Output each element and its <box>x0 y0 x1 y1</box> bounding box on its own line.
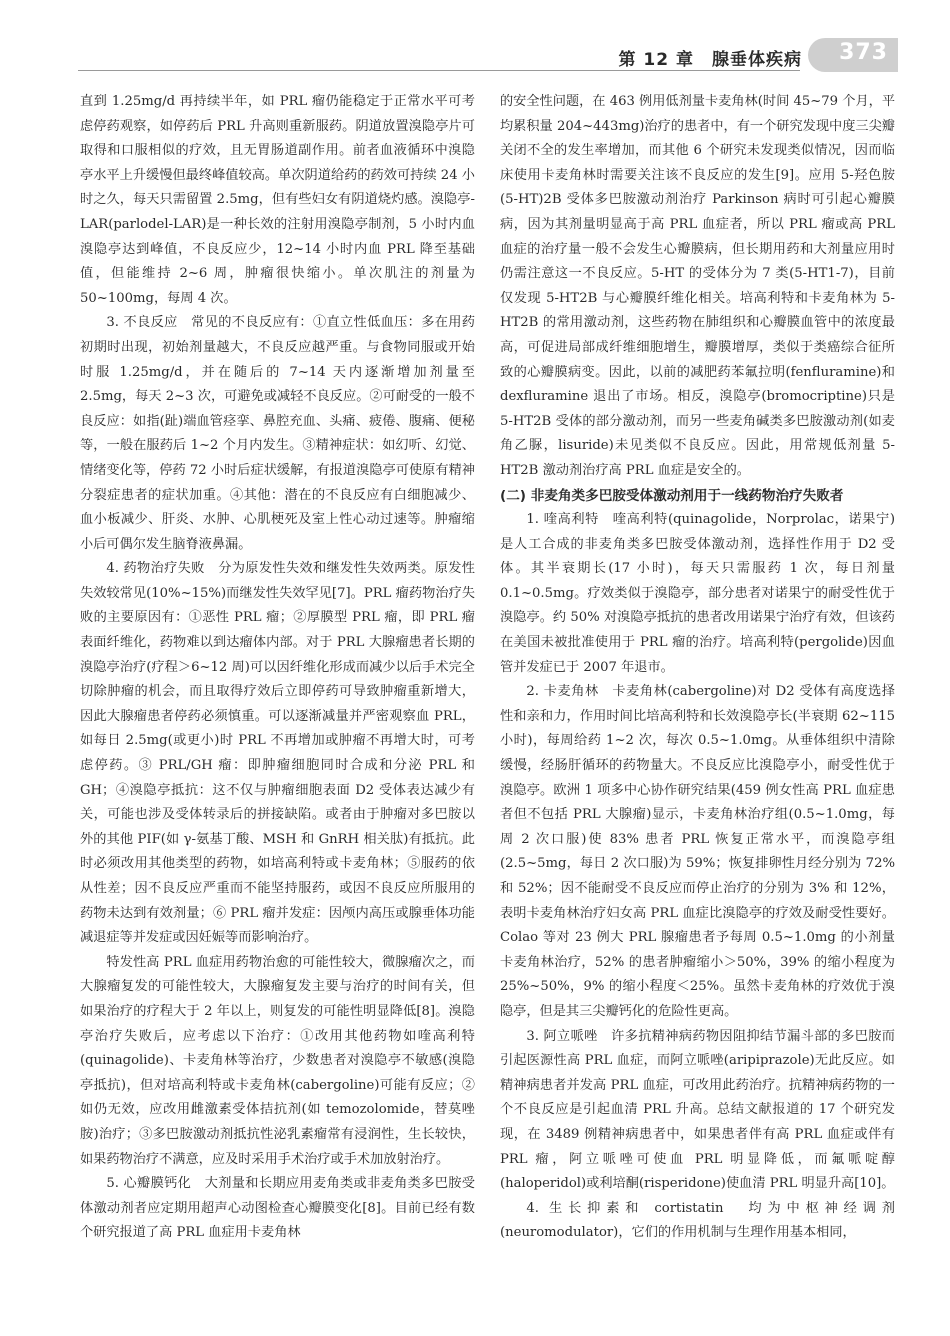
header-divider <box>78 70 800 71</box>
paragraph: 4. 生长抑素和 cortistatin 均为中枢神经调剂(neuromodulator)，它们的作用机制与生理作用基本相同， <box>500 1200 895 1241</box>
section-heading: (二) 非麦角类多巴胺受体激动剂用于一线药物治疗失败者 <box>500 487 844 504</box>
paragraph: 直到 1.25mg/d 再持续半年，如 PRL 瘤仍能稳定于正常水平可考虑停药观察，如停药后 PRL 升高则重新服药。阴道放置溴隐亭片可取得和口服相似的疗效，且无胃肠道副作用。前者血液循环中溴隐亭水平上升缓慢但最终峰值较高。单次阴道给药的药效可持续 24 小时之久，每天只需留置 2.5mg，但有些妇女有阴道烧灼感。溴隐亭-LAR(parlodel-LAR)是一种长效的注射用溴隐亭制剂，5 小时内血溴隐亭达到峰值，不良反应少，12~14 小时内血 PRL 降至基础值，但能维持 2~6 周，肿瘤很快缩小。单次肌注的剂量为 50~100mg，每周 4 次。 <box>80 94 475 306</box>
left-column <box>80 90 475 1246</box>
paragraph: 2. 卡麦角林 卡麦角林(cabergoline)对 D2 受体有高度选择性和亲和力，作用时间比培高利特和长效溴隐亭长(半衰期 62~115 小时)，每周给药 1~2 次，每次 0.5~1.0mg。从垂体组织中清除缓慢，经肠肝循环的药物量大。不良反应比溴隐亭小，耐受性优于溴隐亭。欧洲 1 项多中心协作研究结果(459 例女性高 PRL 血症患者但不包括 PRL 大腺瘤)显示，卡麦角林治疗组(0.5~1.0mg，每周 2 次口服)使 83% 患者 PRL 恢复正常水平，而溴隐亭组(2.5~5mg，每日 2 次口服)为 59%；恢复排卵性月经分别为 72% 和 52%；因不能耐受不良反应而停止治疗的分别为 3% 和 12%，表明卡麦角林治疗妇女高 PRL 血症比溴隐亭的疗效及耐受性要好。Colao 等对 23 例大 PRL 腺瘤患者予每周 0.5~1.0mg 的小剂量卡麦角林治疗，52% 的患者肿瘤缩小＞50%，39% 的缩小程度为 25%~50%，9% 的缩小程度＜25%。虽然卡麦角林的疗效优于溴隐亭，但是其三尖瓣钙化的危险性更高。 <box>500 684 895 1019</box>
paragraph: 3. 阿立哌唑 许多抗精神病药物因阻抑结节漏斗部的多巴胺而引起医源性高 PRL 血症，而阿立哌唑(aripiprazole)无此反应。如精神病患者并发高 PRL 血症，可改用此药治疗。抗精神病药物的一个不良反应是引起血清 PRL 升高。总结文献报道的 17 个研究发现，在 3489 例精神病患者中，如果患者伴有高 PRL 血症或伴有 PRL 瘤，阿立哌唑可使血 PRL 明显降低，而氟哌啶醇(haloperidol)或利培酮(risperidone)使血清 PRL 明显升高[10]。 <box>500 1028 895 1192</box>
paragraph: 3. 不良反应 常见的不良反应有：①直立性低血压：多在用药初期时出现，初始剂量越大，不良反应越严重。与食物同服或开始时服 1.25mg/d，并在随后的 7~14 天内逐渐增加剂量至 2.5mg，每天 2~3 次，可避免或减轻不良反应。②可耐受的一般不良反应：如指(趾)端血管痉挛、鼻腔充血、头痛、疲倦、腹痛、便秘等，一般在服药后 1~2 个月内发生。③精神症状：如幻听、幻觉、情绪变化等，停药 72 小时后症状缓解，有报道溴隐亭可使原有精神分裂症患者的症状加重。④其他：潜在的不良反应有白细胞减少、血小板减少、肝炎、水肿、心肌梗死及室上性心动过速等。肿瘤缩小后可偶尔发生脑脊液鼻漏。 <box>80 315 475 552</box>
paragraph: 4. 药物治疗失败 分为原发性失效和继发性失效两类。原发性失效较常见(10%~15%)而继发性失效罕见[7]。PRL 瘤药物治疗失败的主要原因有：①恶性 PRL 瘤；②厚膜型 PRL 瘤，即 PRL 瘤表面纤维化，药物难以到达瘤体内部。对于 PRL 大腺瘤患者长期的溴隐亭治疗(疗程＞6~12 周)可以因纤维化形成而减少以后手术完全切除肿瘤的机会，而且取得疗效后立即停药可导致肿瘤重新增大，因此大腺瘤患者停药必须慎重。可以逐渐减量并严密观察血 PRL，如每日 2.5mg(或更小)时 PRL 不再增加或肿瘤不再增大时，可考虑停药。③ PRL/GH 瘤：即肿瘤细胞同时合成和分泌 PRL 和 GH；④溴隐亭抵抗：这不仅与肿瘤细胞表面 D2 受体表达减少有关，可能也涉及受体转录后的拼接缺陷。或者由于肿瘤对多巴胺以外的其他 PIF(如 γ-氨基丁酸、MSH 和 GnRH 相关肽)有抵抗。此时必须改用其他类型的药物，如培高利特或卡麦角林；⑤服药的依从性差；因不良反应严重而不能坚持服药，或因不良反应所服用的药物未达到有效剂量；⑥ PRL 瘤并发症：因颅内高压或腺垂体功能减退症等并发症或因妊娠等而影响治疗。 <box>80 561 475 946</box>
paragraph: 特发性高 PRL 血症用药物治愈的可能性较大，微腺瘤次之，而大腺瘤复发的可能性较大，大腺瘤复发主要与治疗的时间有关，但如果治疗的疗程大于 2 年以上，则复发的可能性明显降低[8]。溴隐亭治疗失败后，应考虑以下治疗：①改用其他药物如喹高利特(quinagolide)、卡麦角林等治疗，少数患者对溴隐亭不敏感(溴隐亭抵抗)，但对培高利特或卡麦角林(cabergoline)可能有反应；②如仍无效，应改用雌激素受体拮抗剂(如 temozolomide，替莫唑胺)治疗；③多巴胺激动剂抵抗性泌乳素瘤常有浸润性，生长较快，如果药物治疗不满意，应及时采用手术治疗或手术加放射治疗。 <box>80 954 475 1167</box>
page-number: 373 <box>839 40 888 65</box>
chapter-title: 第 12 章 腺垂体疾病 <box>618 50 802 70</box>
paragraph: 5. 心瓣膜钙化 大剂量和长期应用麦角类或非麦角类多巴胺受体激动剂者应定期用超声心动图检查心瓣膜变化[8]。目前已经有数个研究报道了高 PRL 血症用卡麦角林 <box>80 1176 475 1241</box>
paragraph: 1. 喹高利特 喹高利特(quinagolide，Norprolac，诺果宁)是人工合成的非麦角类多巴胺受体激动剂，选择性作用于 D2 受体。其半衰期长(17 小时)，每天只需服药 1 次，每日剂量 0.1~0.5mg。疗效类似于溴隐亭，部分患者对诺果宁的耐受性优于溴隐亭。约 50% 对溴隐亭抵抗的患者改用诺果宁治疗有效，但该药在美国未被批准使用于 PRL 瘤的治疗。培高利特(pergolide)因血管并发症已于 2007 年退市。 <box>500 512 895 675</box>
page-header <box>0 38 950 78</box>
right-column <box>500 90 895 1246</box>
paragraph: 的安全性问题，在 463 例用低剂量卡麦角林(时间 45~79 个月，平均累积量 204~443mg)治疗的患者中，有一个研究发现中度三尖瓣关闭不全的发生率增加，而其他 6 个研究未发现类似情况，因而临床使用卡麦角林时需要关注该不良反应的发生[9]。应用 5-羟色胺(5-HT)2B 受体多巴胺激动剂治疗 Parkinson 病时可引起心瓣膜病，因为其剂量明显高于高 PRL 血症者，所以 PRL 瘤或高 PRL 血症的治疗量一般不会发生心瓣膜病，但长期用药和大剂量应用时仍需注意这一不良反应。5-HT 的受体分为 7 类(5-HT1-7)，目前仅发现 5-HT2B 与心瓣膜纤维化相关。培高利特和卡麦角林为 5-HT2B 的常用激动剂，这些药物在肺组织和心瓣膜血管中的浓度最高，可促进局部成纤维细胞增生，瓣膜增厚，类似于类癌综合征所致的心瓣膜病变。因此，以前的减肥药苯氟拉明(fenfluramine)和 dexfluramine 退出了市场。相反，溴隐亭(bromocriptine)只是 5-HT2B 受体的部分激动剂，而另一些麦角碱类多巴胺激动剂(如麦角乙脲，lisuride)未见类似不良反应。因此，用常规低剂量 5-HT2B 激动剂治疗高 PRL 血症是安全的。 <box>500 94 896 478</box>
